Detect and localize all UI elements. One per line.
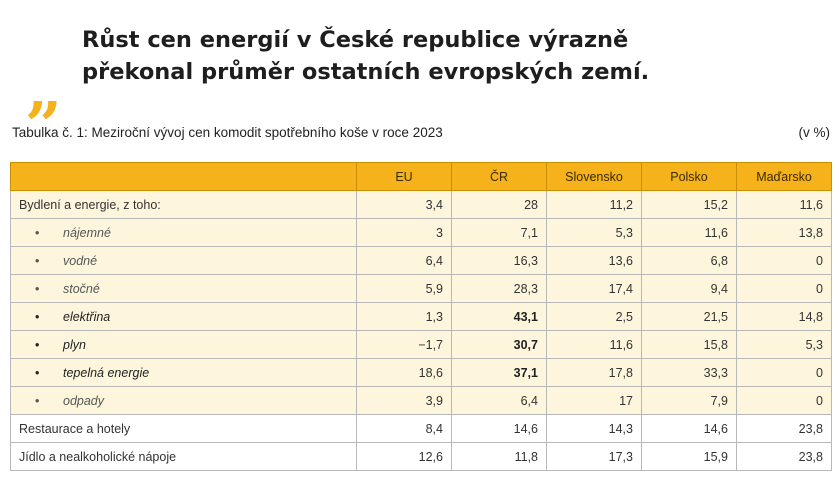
cell-cr: 14,6	[452, 415, 547, 443]
table-row	[11, 191, 832, 219]
cell-madarsko: 23,8	[737, 415, 832, 443]
cell-slovensko: 13,6	[547, 247, 642, 275]
bullet-icon: •	[35, 365, 40, 380]
cell-eu: 3	[357, 219, 452, 247]
row-label	[11, 331, 357, 359]
cell-eu: 12,6	[357, 443, 452, 471]
row-label-text: tepelná energie	[63, 365, 150, 380]
table-row	[11, 387, 832, 415]
cell-polsko: 14,6	[642, 415, 737, 443]
cell-cr: 30,7	[452, 331, 547, 359]
cell-madarsko: 11,6	[737, 191, 832, 219]
cell-polsko: 33,3	[642, 359, 737, 387]
cell-madarsko: 0	[737, 387, 832, 415]
table-row	[11, 443, 832, 471]
cell-slovensko: 17,3	[547, 443, 642, 471]
row-label	[11, 219, 357, 247]
bullet-icon: •	[35, 393, 40, 408]
table-row	[11, 415, 832, 443]
cell-eu: −1,7	[357, 331, 452, 359]
cell-slovensko: 17,4	[547, 275, 642, 303]
row-label-text: plyn	[63, 337, 86, 352]
row-label: Jídlo a nealkoholické nápoje	[11, 443, 357, 471]
headline	[82, 24, 649, 88]
cell-cr: 11,8	[452, 443, 547, 471]
cell-eu: 5,9	[357, 275, 452, 303]
cell-cr: 28	[452, 191, 547, 219]
cell-madarsko: 0	[737, 359, 832, 387]
table-caption-row	[12, 125, 830, 145]
cell-polsko: 15,8	[642, 331, 737, 359]
row-label	[11, 275, 357, 303]
row-label: Restaurace a hotely	[11, 415, 357, 443]
cell-polsko: 11,6	[642, 219, 737, 247]
cell-slovensko: 17,8	[547, 359, 642, 387]
cell-polsko: 9,4	[642, 275, 737, 303]
cell-polsko: 6,8	[642, 247, 737, 275]
header-cell-cr: ČR	[452, 163, 547, 191]
cell-eu: 6,4	[357, 247, 452, 275]
cell-cr: 43,1	[452, 303, 547, 331]
table-row	[11, 359, 832, 387]
cell-cr: 16,3	[452, 247, 547, 275]
cell-polsko: 7,9	[642, 387, 737, 415]
cell-polsko: 15,2	[642, 191, 737, 219]
quote-mark-icon: „	[26, 52, 63, 127]
headline-line-1: Růst cen energií v České republice výrazně	[82, 27, 629, 53]
table-row	[11, 219, 832, 247]
table-unit: (v %)	[798, 125, 830, 140]
cell-madarsko: 0	[737, 247, 832, 275]
row-label	[11, 303, 357, 331]
row-label-text: odpady	[63, 393, 105, 408]
row-label-text: vodné	[63, 253, 98, 268]
cell-eu: 8,4	[357, 415, 452, 443]
row-label	[11, 359, 357, 387]
cell-slovensko: 11,2	[547, 191, 642, 219]
cell-polsko: 21,5	[642, 303, 737, 331]
cell-madarsko: 0	[737, 275, 832, 303]
cell-eu: 1,3	[357, 303, 452, 331]
cell-madarsko: 13,8	[737, 219, 832, 247]
cell-slovensko: 17	[547, 387, 642, 415]
table-row	[11, 275, 832, 303]
cell-slovensko: 11,6	[547, 331, 642, 359]
cell-eu: 3,4	[357, 191, 452, 219]
cell-cr: 7,1	[452, 219, 547, 247]
bullet-icon: •	[35, 253, 40, 268]
row-label	[11, 387, 357, 415]
header-cell-slovensko: Slovensko	[547, 163, 642, 191]
header-cell-label	[11, 163, 357, 191]
table-caption: Tabulka č. 1: Meziroční vývoj cen komodit spotřebního koše v roce 2023	[12, 125, 443, 140]
bullet-icon: •	[35, 337, 40, 352]
header-cell-eu: EU	[357, 163, 452, 191]
cell-slovensko: 14,3	[547, 415, 642, 443]
bullet-icon: •	[35, 281, 40, 296]
table-header-row	[11, 163, 832, 191]
cell-cr: 28,3	[452, 275, 547, 303]
cell-madarsko: 23,8	[737, 443, 832, 471]
header-cell-polsko: Polsko	[642, 163, 737, 191]
cell-slovensko: 5,3	[547, 219, 642, 247]
row-label-text: elektřina	[63, 309, 111, 324]
cell-madarsko: 5,3	[737, 331, 832, 359]
row-label	[11, 247, 357, 275]
cell-eu: 18,6	[357, 359, 452, 387]
row-label-text: stočné	[63, 281, 100, 296]
cell-slovensko: 2,5	[547, 303, 642, 331]
price-table	[10, 162, 832, 471]
cell-madarsko: 14,8	[737, 303, 832, 331]
bullet-icon: •	[35, 309, 40, 324]
table-row	[11, 247, 832, 275]
cell-cr: 37,1	[452, 359, 547, 387]
headline-line-2: překonal průměr ostatních evropských zemí.	[82, 59, 650, 85]
header-cell-madarsko: Maďarsko	[737, 163, 832, 191]
row-label: Bydlení a energie, z toho:	[11, 191, 357, 219]
row-label-text: nájemné	[63, 225, 111, 240]
cell-cr: 6,4	[452, 387, 547, 415]
cell-eu: 3,9	[357, 387, 452, 415]
bullet-icon: •	[35, 225, 40, 240]
quote-block	[26, 18, 826, 127]
table-row	[11, 303, 832, 331]
cell-polsko: 15,9	[642, 443, 737, 471]
table-row	[11, 331, 832, 359]
